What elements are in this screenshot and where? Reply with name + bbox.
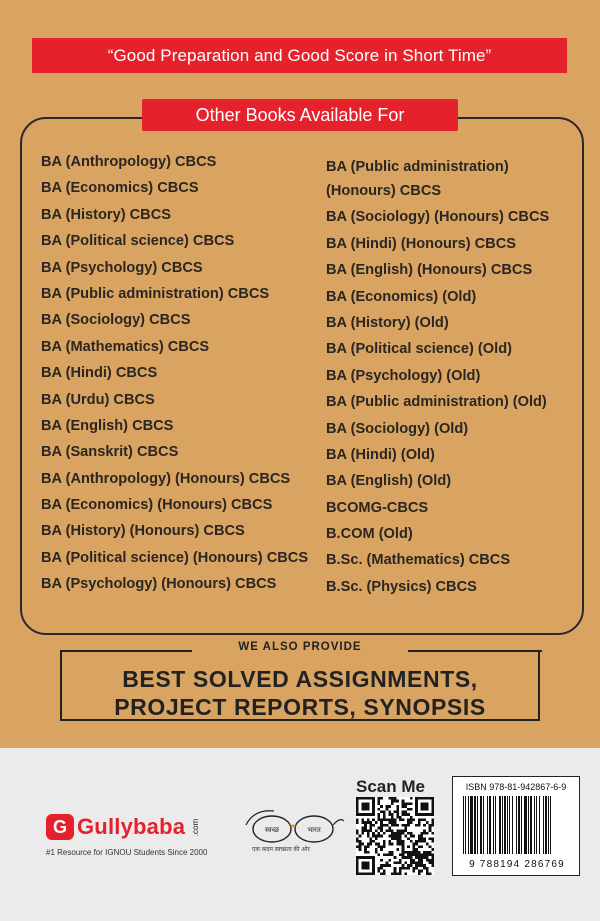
isbn-barcode-block	[452, 776, 580, 876]
books_left-item: BA (Public administration) CBCS	[41, 285, 270, 302]
books_left-item: BA (Urdu) CBCS	[41, 391, 155, 408]
books-list-left	[41, 150, 311, 599]
books_right-item: BA (Sociology) (Honours) CBCS	[326, 209, 550, 226]
books-list-title: Other Books Available For	[142, 99, 458, 131]
books-list-right	[326, 155, 576, 601]
services-frame-top-left	[60, 650, 192, 652]
books_right-item: BA (History) (Old)	[326, 314, 449, 331]
services-label: WE ALSO PROVIDE	[238, 641, 362, 653]
isbn-digits: 9 788194 286769	[469, 859, 565, 870]
publisher-tagline: #1 Resource for IGNOU Students Since 2000	[46, 848, 208, 857]
books_left-item: BA (Sanskrit) CBCS	[41, 444, 179, 461]
books_left-item: BA (Anthropology) CBCS	[41, 154, 217, 170]
services-line-1: BEST SOLVED ASSIGNMENTS,	[122, 666, 478, 692]
books_right-item: BA (Public administration) (Old)	[326, 394, 547, 411]
qr-code	[356, 797, 434, 875]
books_right-item: BA (Public administration) (Honours) CBCS	[326, 159, 509, 199]
tagline-banner: “Good Preparation and Good Score in Short Time”	[32, 38, 567, 73]
books_left-item: BA (Economics) (Honours) CBCS	[41, 497, 273, 514]
books_right-item: BA (Hindi) (Honours) CBCS	[326, 235, 516, 252]
publisher-brand	[46, 812, 230, 857]
books_right-item: BCOMG-CBCS	[326, 499, 429, 516]
swachh-left-word: स्वच्छ	[264, 826, 280, 834]
books_left-item: BA (History) (Honours) CBCS	[41, 523, 245, 540]
books_right-item: BA (Hindi) (Old)	[326, 446, 435, 463]
publisher-name: Gullybaba	[77, 814, 186, 839]
barcode	[461, 796, 571, 854]
publisher-logo-icon: G	[46, 814, 74, 840]
services-line-2: PROJECT REPORTS, SYNOPSIS	[114, 694, 486, 720]
books_left-item: BA (Psychology) CBCS	[41, 259, 203, 276]
books_left-item: BA (Sociology) CBCS	[41, 312, 191, 329]
books_left-item: BA (Economics) CBCS	[41, 180, 199, 197]
books_left-item: BA (Mathematics) CBCS	[41, 338, 210, 355]
books_right-item: BA (Political science) (Old)	[326, 341, 512, 358]
books_right-item: B.Sc. (Mathematics) CBCS	[326, 552, 511, 569]
isbn-number: ISBN 978-81-942867-6-9	[465, 782, 567, 792]
books_left-item: BA (English) CBCS	[41, 417, 174, 434]
services-headline	[68, 665, 532, 721]
books_left-item: BA (Hindi) CBCS	[41, 365, 158, 382]
books_left-item: BA (History) CBCS	[41, 206, 171, 223]
books_right-item: BA (Sociology) (Old)	[326, 420, 469, 437]
publisher-domain: .com	[191, 818, 201, 836]
swachh-bharat-glasses-icon	[244, 805, 346, 865]
swachh-right-word: भारत	[307, 826, 321, 834]
scan-me-label: Scan Me	[356, 777, 425, 796]
books_right-item: B.Sc. (Physics) CBCS	[326, 578, 477, 595]
publisher-logo	[46, 812, 230, 842]
books_left-item: BA (Anthropology) (Honours) CBCS	[41, 470, 291, 487]
books_right-item: BA (Economics) (Old)	[326, 288, 477, 305]
books_left-item: BA (Political science) (Honours) CBCS	[41, 549, 309, 566]
books_right-item: B.COM (Old)	[326, 526, 413, 543]
books_left-item: BA (Psychology) (Honours) CBCS	[41, 576, 277, 593]
books_right-item: BA (English) (Honours) CBCS	[326, 262, 533, 279]
books_right-item: BA (English) (Old)	[326, 473, 452, 490]
services-frame-top-right	[408, 650, 542, 652]
books_left-item: BA (Political science) CBCS	[41, 233, 235, 250]
books_right-item: BA (Psychology) (Old)	[326, 367, 481, 384]
swachh-tagline: एक कदम स्वच्छता की ओर	[252, 847, 310, 853]
